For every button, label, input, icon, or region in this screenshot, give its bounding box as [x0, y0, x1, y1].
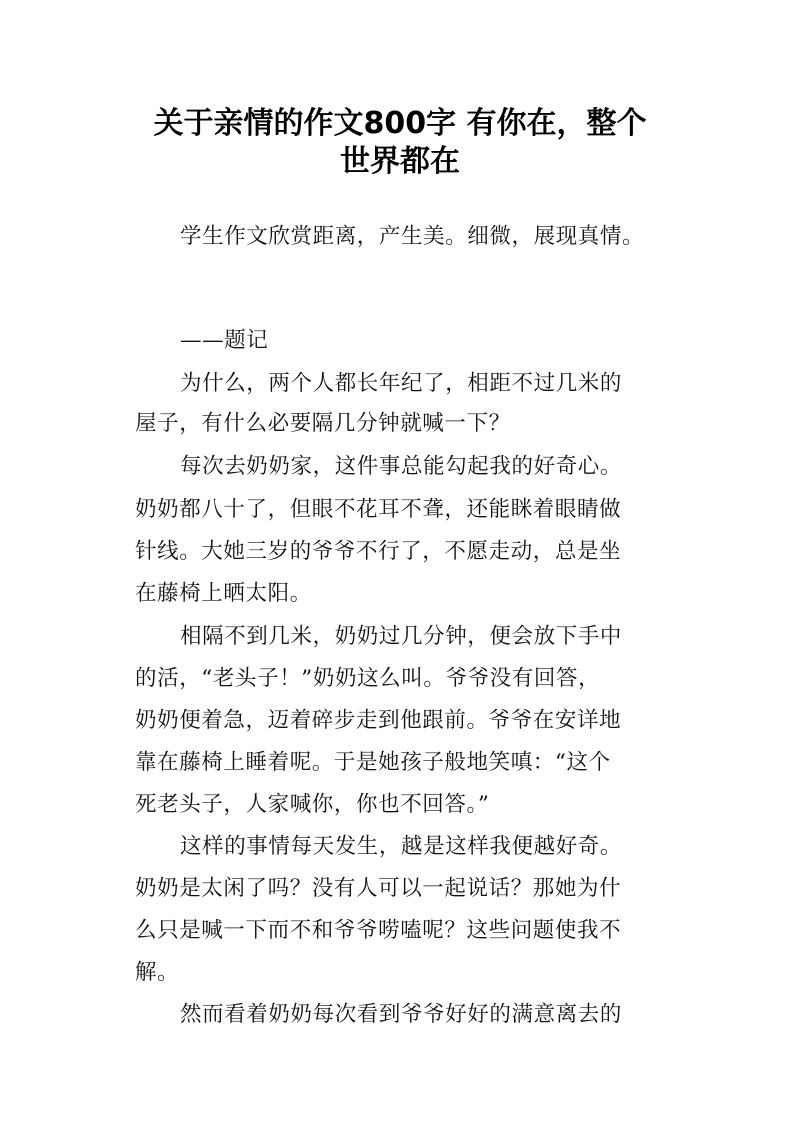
- body-line: 的活，“老头子！”奶奶这么叫。爷爷没有回答，: [135, 666, 601, 691]
- body-line: 然而看着奶奶每次看到爷爷好好的满意离去的: [180, 1002, 623, 1027]
- body-line: 针线。大她三岁的爷爷不行了，不愿走动，总是坐: [135, 539, 622, 564]
- body-line: 屋子，有什么必要隔几分钟就喊一下？: [135, 411, 511, 436]
- body-line: 在藤椅上晒太阳。: [135, 581, 312, 606]
- body-line: 这样的事情每天发生，越是这样我便越好奇。: [180, 834, 623, 859]
- body-line: 为什么，两个人都长年纪了，相距不过几米的: [180, 371, 623, 396]
- body-line: 奶奶是太闲了吗？没有人可以一起说话？那她为什: [135, 876, 622, 901]
- body-line: 每次去奶奶家，这件事总能勾起我的好奇心。: [180, 454, 623, 479]
- epigraph-text: 学生作文欣赏距离，产生美。细微，展现真情。: [180, 224, 645, 249]
- body-line: 解。: [135, 960, 180, 985]
- epigraph-attribution: ——题记: [180, 328, 269, 353]
- document-title-line-1: 关于亲情的作文800字 有你在，整个: [153, 106, 647, 141]
- body-line: 奶奶便着急，迈着碎步走到他跟前。爷爷在安详地: [135, 708, 622, 733]
- body-line: 死老头子，人家喊你，你也不回答。”: [135, 792, 490, 817]
- body-line: 靠在藤椅上睡着呢。于是她孩子般地笑嗔：“这个: [135, 750, 611, 775]
- body-line: 相隔不到几米，奶奶过几分钟，便会放下手中: [180, 624, 623, 649]
- document-title-line-2: 世界都在: [340, 144, 460, 179]
- body-line: 奶奶都八十了，但眼不花耳不聋，还能眯着眼睛做: [135, 497, 622, 522]
- body-line: 么只是喊一下而不和爷爷唠嗑呢？这些问题使我不: [135, 918, 622, 943]
